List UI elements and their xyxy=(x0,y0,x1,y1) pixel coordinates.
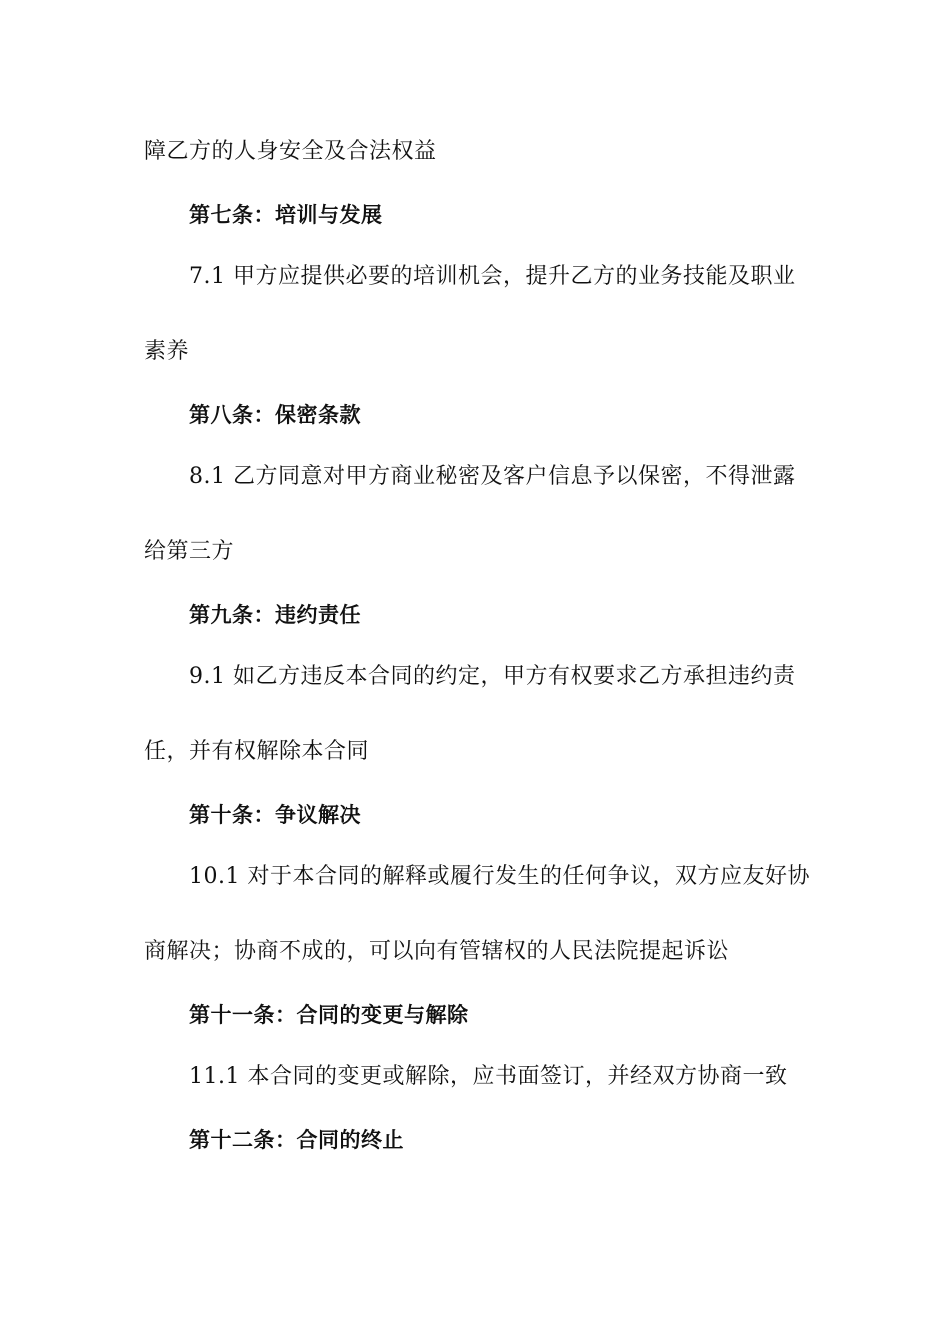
article-9-clause-1-line-2: 任，并有权解除本合同 xyxy=(144,739,370,764)
article-10-clause-1-line-1: 10.1 对于本合同的解释或履行发生的任何争议，双方应友好协 xyxy=(189,864,810,889)
article-9-heading: 第九条：违约责任 xyxy=(189,603,361,627)
article-8-clause-1-line-2: 给第三方 xyxy=(144,539,235,564)
article-11-clause-1-line-1: 11.1 本合同的变更或解除，应书面签订，并经双方协商一致 xyxy=(189,1064,788,1089)
article-12-heading: 第十二条：合同的终止 xyxy=(189,1128,404,1152)
article-7-heading: 第七条：培训与发展 xyxy=(189,203,383,227)
article-7-clause-1-line-1: 7.1 甲方应提供必要的培训机会，提升乙方的业务技能及职业 xyxy=(189,264,796,289)
article-10-clause-1-line-2: 商解决；协商不成的，可以向有管辖权的人民法院提起诉讼 xyxy=(144,939,730,964)
article-7-clause-1-line-2: 素养 xyxy=(144,339,190,364)
article-9-clause-1-line-1: 9.1 如乙方违反本合同的约定，甲方有权要求乙方承担违约责 xyxy=(189,664,796,689)
article-8-heading: 第八条：保密条款 xyxy=(189,403,361,427)
article-8-clause-1-line-1: 8.1 乙方同意对甲方商业秘密及客户信息予以保密，不得泄露 xyxy=(189,464,796,489)
paragraph-continuation: 障乙方的人身安全及合法权益 xyxy=(144,139,437,164)
article-10-heading: 第十条：争议解决 xyxy=(189,803,361,827)
article-11-heading: 第十一条：合同的变更与解除 xyxy=(189,1003,469,1027)
